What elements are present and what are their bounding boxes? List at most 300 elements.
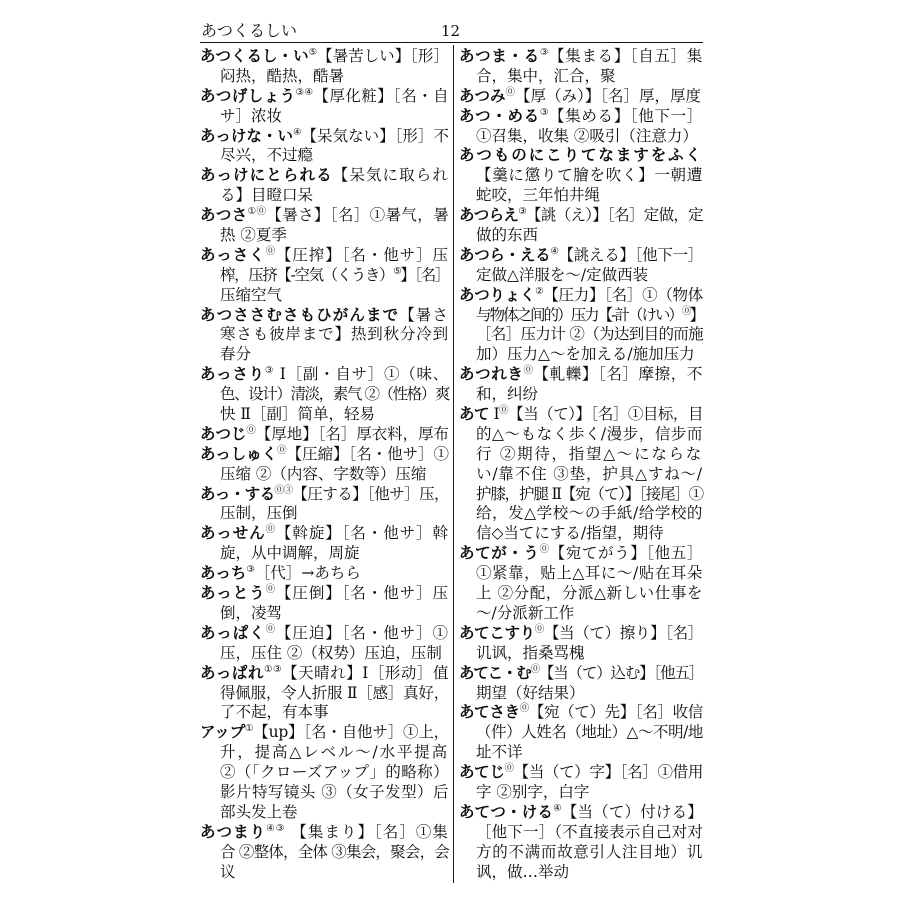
dict-line [459,345,703,365]
dict-line-text [476,564,703,584]
dict-line [459,584,703,604]
accent-mark: ③ [539,106,550,118]
dict-line [459,524,703,544]
dict-line [200,107,449,127]
entry-text: 【圧する】［他サ］压， [292,484,449,503]
dict-line-text [459,206,703,226]
dict-entry [459,544,703,624]
entry-text: 【斡旋】［名・他サ］斡 [276,524,449,543]
dict-entry [200,425,449,445]
entry-text: 【暑さ】［名］①暑气，暑 [266,206,449,225]
dict-line-text [200,564,361,584]
dict-line-text [220,385,449,405]
headword: あっさり [200,365,265,384]
dict-line [200,863,449,883]
dict-entry [459,664,703,704]
headword: あつら・える [459,245,551,264]
accent-mark: ⓪ [265,245,276,257]
dict-line [459,127,703,147]
dict-line-text [476,325,703,345]
entry-text: 议 [220,862,236,881]
running-head: あつくるしい [201,21,298,40]
dict-entry [459,87,703,107]
headword: あてが・う [459,544,540,563]
accent-mark: ⓪ [265,623,276,635]
dict-line [459,644,703,664]
entry-text: 【集まる】［自五］集 [549,47,703,65]
dict-line [459,405,703,425]
accent-mark: ⓪ [519,703,529,715]
dict-entry [200,445,449,485]
dict-line-text [200,524,449,544]
dict-line-text [220,743,449,763]
entry-text: 合，集中，汇合，聚 [476,66,616,85]
entry-text: 【圧迫】［名・他サ］① [276,623,449,642]
dict-line-text [459,405,703,425]
dict-line [459,226,703,246]
dict-entry [200,206,449,246]
dict-line [459,703,703,723]
dict-line [200,743,449,763]
dict-line [200,325,449,345]
entry-text: 【集める】［他下一］ [549,106,703,125]
dict-entry [200,365,449,425]
dict-line [200,47,449,67]
dict-line-text [476,465,703,485]
dict-line [459,465,703,485]
dict-line-text [220,684,449,704]
dict-line [459,863,703,883]
headword: あつれき [459,365,524,384]
dict-line-text [200,306,449,326]
headword: あっさく [200,245,266,264]
headword: あてこすり [459,623,535,642]
headword: あつま・る [459,47,540,65]
dict-line-text [476,684,585,704]
headword: あつらえ [459,206,519,225]
dict-line-text [476,783,589,803]
dict-line-text [476,723,703,743]
left-column [200,47,449,882]
dict-line [459,564,703,584]
entry-text: 【集まり】［名］①集 [285,822,449,841]
headword: あてさき [459,703,520,722]
dict-line-text [220,266,449,286]
accent-mark: ⑤ [308,47,318,58]
entry-text: 的△～もなく歩く/漫步，信步而 [476,424,703,443]
dict-line-text [459,87,701,107]
dict-line-text [200,246,449,266]
headword: あつりょく [459,285,536,304]
entry-text: 【羹に懲りて膾を吹く】一朝遭 [476,166,703,185]
dict-line [459,425,703,445]
dict-line-text [220,544,360,564]
dict-line [459,684,703,704]
accent-mark: ⓪ [246,424,256,436]
entry-text: 合 ②整体，全体 ③集会，聚会，会 [220,842,449,861]
entry-text: 护膝，护腿 Ⅱ【宛（て）】［接尾］① [476,484,703,503]
dict-line [200,87,449,107]
dict-line [200,823,449,843]
page-number: 12 [441,22,461,40]
dict-line [459,504,703,524]
dict-line-text [220,504,298,524]
dict-line [200,67,449,87]
dict-line-text [476,445,703,465]
dict-line-text [220,863,236,883]
dict-line-text [200,584,449,604]
accent-mark: ① [244,723,254,735]
dict-line [459,286,703,306]
dict-line [200,365,449,385]
dict-line [459,186,703,206]
dict-line-text [476,127,698,147]
entry-text: 尽兴，不过瘾 [220,146,314,165]
entry-text: 旋，从中调解，周旋 [220,544,360,563]
entry-text: い/靠不住 ③垫，护具△すね～/ [476,464,703,483]
entry-text: 【圧縮】［名・他サ］① [286,444,449,463]
entry-text: 压制，压倒 [220,504,298,523]
dict-line-text [220,803,298,823]
entry-text: 讽，做…举动 [476,862,570,881]
dict-line [200,226,449,246]
entry-text: 闷热，酷热，酷暑 [220,66,345,85]
dict-line-text [220,325,449,345]
entry-text: 方的不满而故意引人注目地）讥 [476,842,703,861]
dict-line-text [476,306,703,326]
headword: あっとう [200,584,266,603]
dict-entry [200,87,449,127]
dict-line [200,664,449,684]
entry-text: ～/分派新工作 [476,603,575,622]
dict-line-text [459,703,703,723]
dict-line-text [200,127,449,147]
accent-mark: ①③ [263,663,283,675]
dict-line [459,763,703,783]
entry-text: 【厚（み）】［名］厚，厚度 [515,86,702,105]
entry-text: 【厚地】［名］厚衣料，厚布 [255,424,449,443]
dict-line-text [220,146,313,166]
accent-mark: ② [535,285,544,297]
headword: あっせん [200,524,266,543]
dict-line [200,763,449,783]
dict-line-text [200,664,449,684]
dict-line [459,803,703,823]
headword: あっけな・い [200,126,293,145]
headword: あつげしょう [200,86,296,105]
dict-line-text [220,604,282,624]
dict-line [200,624,449,644]
entry-text: 快 Ⅱ［副］简单，轻易 [220,405,375,424]
dict-line [459,445,703,465]
dict-line [459,604,703,624]
headword: あっけにとられる [200,166,333,185]
entry-text: 压缩 ②（内容、字数等）压缩 [220,464,427,483]
accent-mark: ⑤ [393,265,401,277]
entry-text: 址不详 [476,743,523,762]
dict-line [200,723,449,743]
header-rule [200,42,703,43]
dict-line [459,485,703,505]
entry-text: 【当（て）字】［名］①借用 [513,763,703,782]
dict-entry [459,763,703,803]
dict-entry [200,127,449,167]
dict-line-text [200,624,449,644]
dict-line-text [220,405,375,425]
accent-mark: ③ [246,564,255,576]
dict-line-text [476,524,664,544]
dict-line [459,385,703,405]
dict-line [200,405,449,425]
entry-text: 给，发△学校～の手紙/给学校的 [476,504,703,523]
dict-line [200,345,449,365]
entry-text: 定做△洋服を～/定做西装 [476,265,649,284]
dict-line-text [476,604,574,624]
dict-line-text [200,87,449,107]
dict-line [459,823,703,843]
dict-line-text [459,286,703,306]
accent-mark: ⓪ [504,763,514,775]
headword: あつみ [459,86,506,105]
dict-line [459,146,703,166]
dict-line-text [476,67,616,87]
entry-text: ①召集，收集 ②吸引（注意力） [476,126,698,145]
entry-text: 】 [689,305,703,324]
dict-line [200,564,449,584]
dict-line-text [459,544,703,564]
dict-entry [459,405,703,544]
accent-mark: ⓪ [534,623,544,635]
dict-line-text [220,703,329,723]
dict-line [459,306,703,326]
dict-line-text [220,465,426,485]
dict-line [200,584,449,604]
entry-text: 】［名］ [400,265,449,284]
dict-entry [459,624,703,664]
dict-line [459,67,703,87]
entry-text: 榨，压挤【-空気（くうき） [220,265,394,284]
dict-line-text [476,345,695,365]
entry-text: 【当（て）擦り】［名］ [543,623,703,642]
dict-line-text [220,67,344,87]
dict-entry [459,803,703,883]
entry-text: 【誂（え）】［名］定做，定 [526,206,703,225]
dict-entry [200,306,449,366]
accent-mark: ⓪ [265,524,276,536]
entry-text: ［代］→あちら [254,564,361,583]
dict-line-text [459,246,703,266]
headword: あつくるし・い [200,47,309,65]
entry-text: る】目瞪口呆 [220,186,314,205]
dict-line-text [200,445,449,465]
dict-line [200,266,449,286]
dict-line-text [459,47,703,67]
accent-mark: ⓪ [523,365,534,377]
entry-text: 期望（好结果） [476,683,585,702]
dict-line [200,425,449,445]
accent-mark: ④ [292,126,302,138]
accent-mark: ④ [550,245,559,257]
right-column [459,47,703,882]
dict-line-text [476,863,569,883]
dict-entry [459,146,703,206]
dict-line [200,803,449,823]
entry-text: ②（「クローズアップ」的略称） [220,763,449,782]
headword: あつ・める [459,106,540,125]
dict-line [459,365,703,385]
dict-entry [459,365,703,405]
entry-text: 字 ②别字，白字 [476,782,590,801]
accent-mark: ⓪③ [274,484,293,496]
dict-line [459,107,703,127]
dict-line-text [476,385,538,405]
dict-line-text [200,723,449,743]
accent-mark: ⓪ [530,663,539,675]
entry-text: 加）压力△～を加える/施加压力 [476,345,695,364]
entry-text: 色、设计）清淡，素气 ②（性格）爽 [220,385,449,404]
headword: アップ [200,723,245,742]
accent-mark: ④ [553,802,562,814]
dict-line-text [476,644,585,664]
dict-line [200,246,449,266]
entry-text: 【宛てがう】［他五］ [549,544,703,563]
dict-line-text [200,47,449,67]
dict-line [459,266,703,286]
entry-text: 讥讽，指桑骂槐 [476,643,585,662]
dict-line [459,743,703,763]
entry-text: Ⅰ［副・自サ］①（味、 [274,365,449,384]
dict-entry [200,564,449,584]
dict-line [200,445,449,465]
dict-line [200,385,449,405]
dict-line [200,843,449,863]
dict-line-text [476,584,703,604]
accent-mark: ③ [518,206,527,218]
entry-text: 蛇咬，三年怕井绳 [476,186,601,205]
dict-entry [459,47,703,87]
entry-text: 部头发上卷 [220,802,298,821]
accent-mark: ③④ [295,86,314,98]
entry-text: 热 ②夏季 [220,226,287,245]
headword: あてこ・む [459,663,531,682]
dict-line [459,544,703,564]
dict-entry [200,47,449,87]
dict-entry [200,166,449,206]
dict-line-text [220,186,313,206]
accent-mark: ⓪ [539,544,550,556]
entry-text: 影片特写镜头 ③（女子发型）后 [220,782,449,801]
headword: あっしゅく [200,444,278,463]
entry-text: 【圧搾】［名・他サ］压 [276,245,449,264]
dict-line-text [459,763,703,783]
accent-mark: ①⓪ [247,206,267,218]
entry-text: 【暑苦しい】［形］ [317,47,449,65]
entry-text: 与物体之间的）压力【-計（けい） [476,305,682,324]
dict-line-text [220,345,251,365]
entry-text: ［名］压力计 ②（为达到目的而施 [476,325,703,344]
dict-line-text [476,485,703,505]
entry-text: Ⅰ [489,405,500,424]
dict-line-text [459,664,703,684]
entry-text: 压，压住 ②（权势）压迫，压制 [220,643,442,662]
entry-text: 【誂える】［他下一］ [558,245,703,264]
dict-line [200,146,449,166]
dict-line-text [220,107,282,127]
dict-line-text [476,186,600,206]
dict-line-text [476,166,703,186]
entry-text: 【宛（て）先】［名］收信 [528,703,703,722]
entry-text: 【呆気ない】［形］不 [301,126,449,145]
headword: あつささむさもひがんまで [200,305,400,324]
entry-text: 了不起，有本事 [220,703,329,722]
dict-entry [200,664,449,724]
dict-line [200,166,449,186]
headword: あっぱれ [200,663,264,682]
dict-line [459,206,703,226]
entry-text: 和，纠纷 [476,385,539,404]
headword: あっぱく [200,623,266,642]
dict-line-text [220,843,449,863]
dict-line-text [459,146,703,166]
dict-line-text [220,226,287,246]
dict-entry [459,703,703,763]
dict-line-text [476,823,703,843]
dict-line-text [476,743,523,763]
dict-entry [459,286,703,366]
dict-line [200,286,449,306]
dict-line [459,166,703,186]
dict-line-text [220,286,282,306]
dict-line-text [459,365,703,385]
dict-line [200,206,449,226]
accent-mark: ⓪ [681,305,690,317]
headword: あつものにこりてなますをふく [459,146,703,165]
headword: あて [459,405,490,424]
entry-text: サ］浓妆 [220,106,283,125]
dict-line-text [459,624,703,644]
entry-text: （件）人姓名（地址）△～不明/地 [476,723,703,742]
dict-line [200,504,449,524]
dict-entry [200,524,449,564]
dict-line [200,783,449,803]
dict-line-text [476,843,703,863]
entry-text: 做的东西 [476,226,539,245]
dict-line [459,723,703,743]
headword: あつさ [200,206,248,225]
dict-entry [459,107,703,147]
dict-line-text [476,504,703,524]
entry-text: 得佩服，令人折服 Ⅱ［感］真好， [220,683,449,702]
dict-entry [459,246,703,286]
dict-line [459,843,703,863]
dict-line-text [220,763,449,783]
entry-text: 压缩空气 [220,285,283,304]
entry-text: 升，提高△レベル～/水平提高 [220,743,449,762]
dict-line [200,465,449,485]
dict-line [200,684,449,704]
entry-text: 【up】［名・自他サ］①上， [253,723,450,742]
dict-line-text [459,803,703,823]
dict-line [200,544,449,564]
dict-entry [459,206,703,246]
entry-text: 【圧倒】［名・他サ］压 [276,584,449,603]
dict-line-text [200,365,449,385]
dict-line-text [220,644,442,664]
entry-text: 【当（て）込む】［他五］ [538,663,703,682]
dict-line-text [200,206,449,226]
dict-line-text [200,823,449,843]
headword: あつじ [200,424,247,443]
